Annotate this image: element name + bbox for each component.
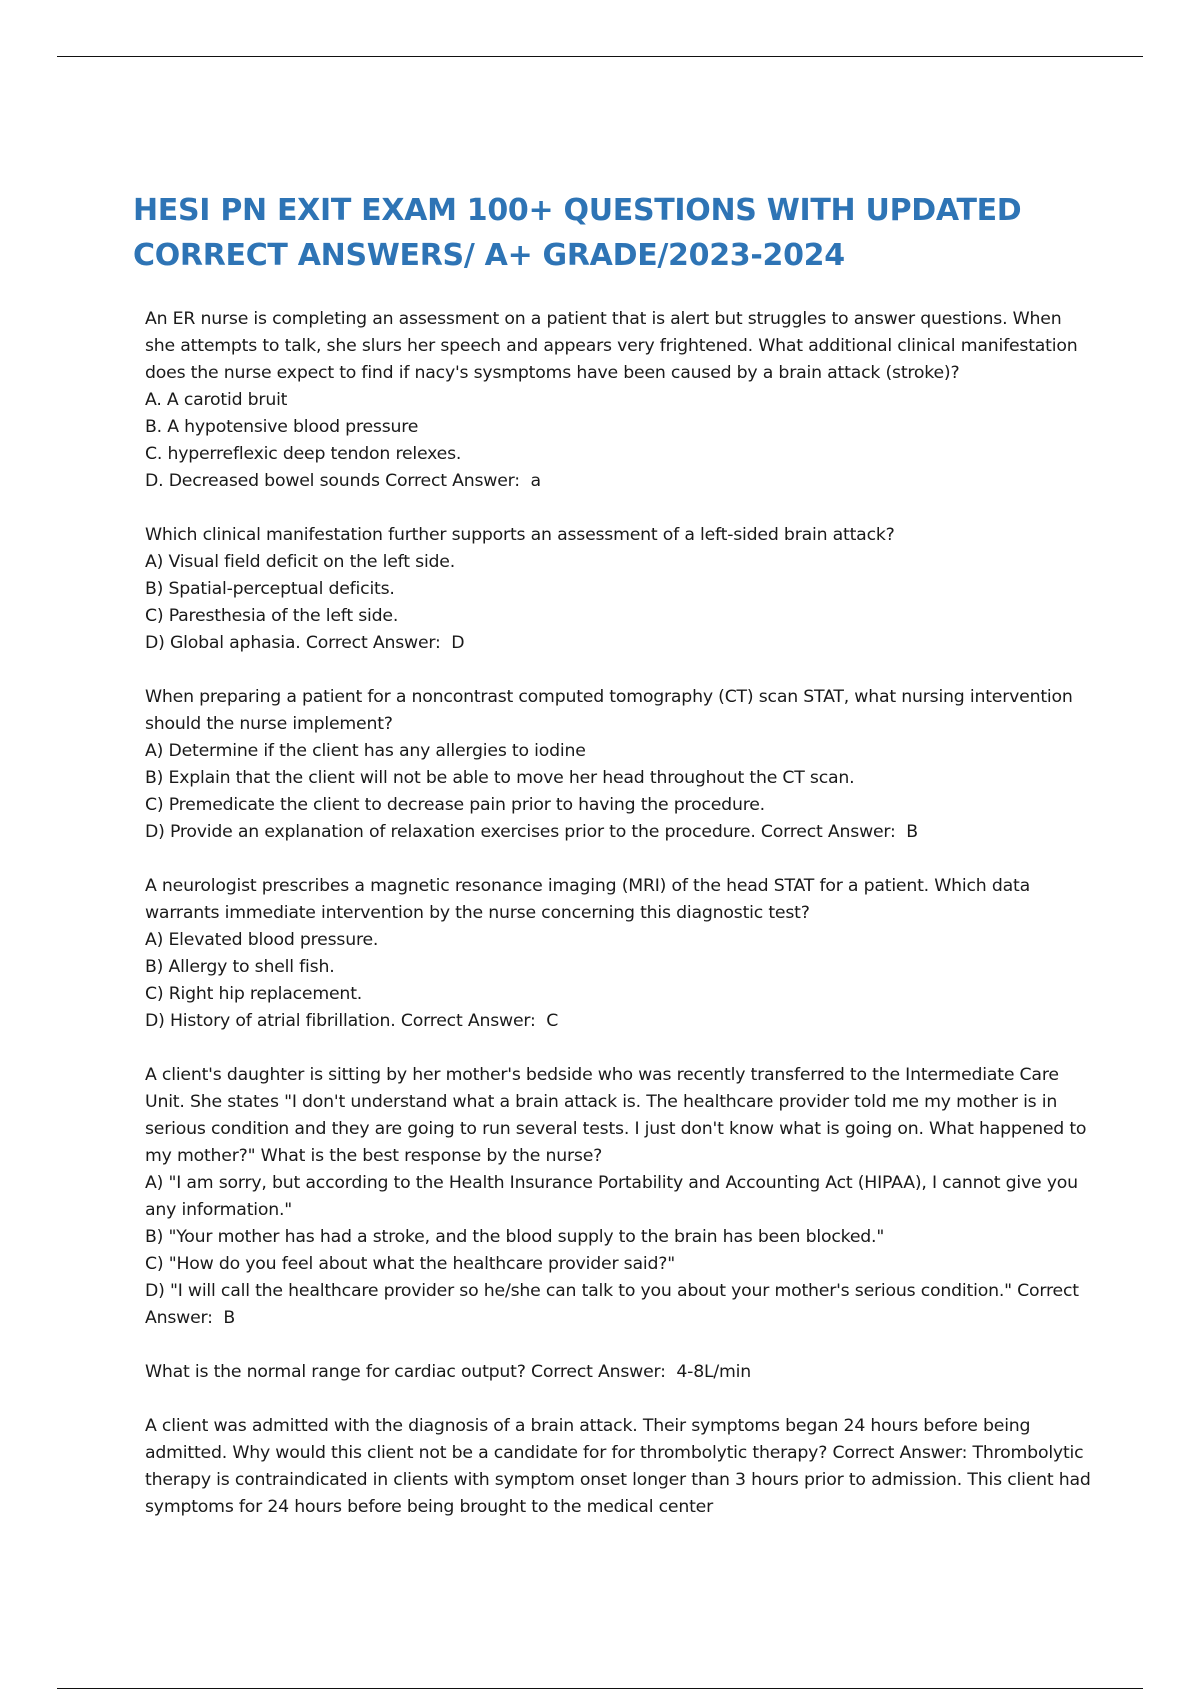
answer-option: B) Explain that the client will not be able to move her head throughout the CT scan. <box>145 768 855 788</box>
correct-answer-value: Thrombolytic therapy is contraindicated in clients with symptom onset longer than 3 hours prior to admission. This client had symptoms for 24 hours before being brought to the medical center <box>145 1443 1091 1517</box>
answer-option-last <box>145 1278 1095 1332</box>
correct-answer-value: D <box>451 633 465 653</box>
correct-answer-label: Correct Answer: <box>400 1011 536 1031</box>
question-block-1 <box>145 306 1095 495</box>
answer-option-last <box>145 1008 1095 1035</box>
question-text: Which clinical manifestation further supports an assessment of a left-sided brain attack? <box>145 525 895 545</box>
question-text: An ER nurse is completing an assessment on a patient that is alert but struggles to answer questions. When she attempts to talk, she slurs her speech and appears very frightened. What additional clinical manifestation does the nurse expect to find if nacy's sysmptoms have been caused by a brain attack (stroke)? <box>145 309 1078 383</box>
question-block-6 <box>145 1359 1095 1386</box>
correct-answer-label: Correct Answer: <box>145 1281 1079 1328</box>
answer-option-last <box>145 630 1095 657</box>
question-text: A client's daughter is sitting by her mother's bedside who was recently transferred to the Intermediate Care Unit. She states "I don't understand what a brain attack is. The healthcare provider told me my mother is in serious condition and they are going to run several tests. I just don't know what is going on. What happened to my mother?" What is the best response by the nurse? <box>145 1065 1087 1166</box>
correct-answer-label: Correct Answer: <box>760 822 896 842</box>
answer-option-text: D) "I will call the healthcare provider so he/she can talk to you about your mother's serious condition." <box>145 1281 1012 1301</box>
question-block-3 <box>145 684 1095 846</box>
footer-rule <box>57 1688 1143 1689</box>
correct-answer-value: B <box>223 1308 236 1328</box>
answer-option: A) Determine if the client has any allergies to iodine <box>145 741 586 761</box>
answer-option: C) Paresthesia of the left side. <box>145 606 399 626</box>
question-block-7 <box>145 1413 1095 1521</box>
answer-option: A) Visual field deficit on the left side. <box>145 552 456 572</box>
question-with-answer <box>145 1413 1095 1521</box>
header-rule <box>57 56 1143 57</box>
answer-option-last <box>145 819 1095 846</box>
answer-option: A. A carotid bruit <box>145 390 288 410</box>
answer-option: B) "Your mother has had a stroke, and the blood supply to the brain has been blocked." <box>145 1227 885 1247</box>
correct-answer-label: Correct Answer: <box>832 1443 968 1463</box>
question-block-5 <box>145 1062 1095 1332</box>
answer-option-last <box>145 468 1095 495</box>
correct-answer-label: Correct Answer: <box>385 471 520 491</box>
answer-option-text: D. Decreased bowel sounds <box>145 471 380 491</box>
answer-option: B) Allergy to shell fish. <box>145 957 335 977</box>
question-text: A neurologist prescribes a magnetic resonance imaging (MRI) of the head STAT for a patient. Which data warrants immediate intervention by the nurse concerning this diagnostic test? <box>145 876 1030 923</box>
correct-answer-label: Correct Answer: <box>305 633 441 653</box>
answer-option: A) Elevated blood pressure. <box>145 930 379 950</box>
question-block-2 <box>145 522 1095 657</box>
correct-answer-label: Correct Answer: <box>531 1362 666 1382</box>
question-text: What is the normal range for cardiac output? <box>145 1362 526 1382</box>
question-with-answer <box>145 1359 1095 1386</box>
correct-answer-value: 4-8L/min <box>676 1362 752 1382</box>
answer-option: C) "How do you feel about what the healthcare provider said?" <box>145 1254 675 1274</box>
answer-option: C. hyperreflexic deep tendon relexes. <box>145 444 462 464</box>
answer-option: B) Spatial-perceptual deficits. <box>145 579 395 599</box>
question-text: When preparing a patient for a noncontrast computed tomography (CT) scan STAT, what nursing intervention should the nurse implement? <box>145 687 1073 734</box>
correct-answer-value: a <box>530 471 541 491</box>
answer-option: C) Premedicate the client to decrease pain prior to having the procedure. <box>145 795 765 815</box>
document-title: HESI PN EXIT EXAM 100+ QUESTIONS WITH UPDATED CORRECT ANSWERS/ A+ GRADE/2023-2024 <box>133 193 1022 273</box>
correct-answer-value: C <box>546 1011 559 1031</box>
answer-option: A) "I am sorry, but according to the Health Insurance Portability and Accounting Act (HIPAA), I cannot give you any information." <box>145 1173 1078 1220</box>
answer-option: C) Right hip replacement. <box>145 984 363 1004</box>
question-list <box>145 306 1095 1548</box>
correct-answer-value: B <box>906 822 918 842</box>
answer-option-text: D) History of atrial fibrillation. <box>145 1011 396 1031</box>
question-block-4 <box>145 873 1095 1035</box>
answer-option-text: D) Global aphasia. <box>145 633 301 653</box>
question-text: A client was admitted with the diagnosis of a brain attack. Their symptoms began 24 hours before being admitted. Why would this client not be a candidate for for thrombolytic therapy? <box>145 1416 1031 1463</box>
answer-option-text: D) Provide an explanation of relaxation exercises prior to the procedure. <box>145 822 756 842</box>
answer-option: B. A hypotensive blood pressure <box>145 417 419 437</box>
